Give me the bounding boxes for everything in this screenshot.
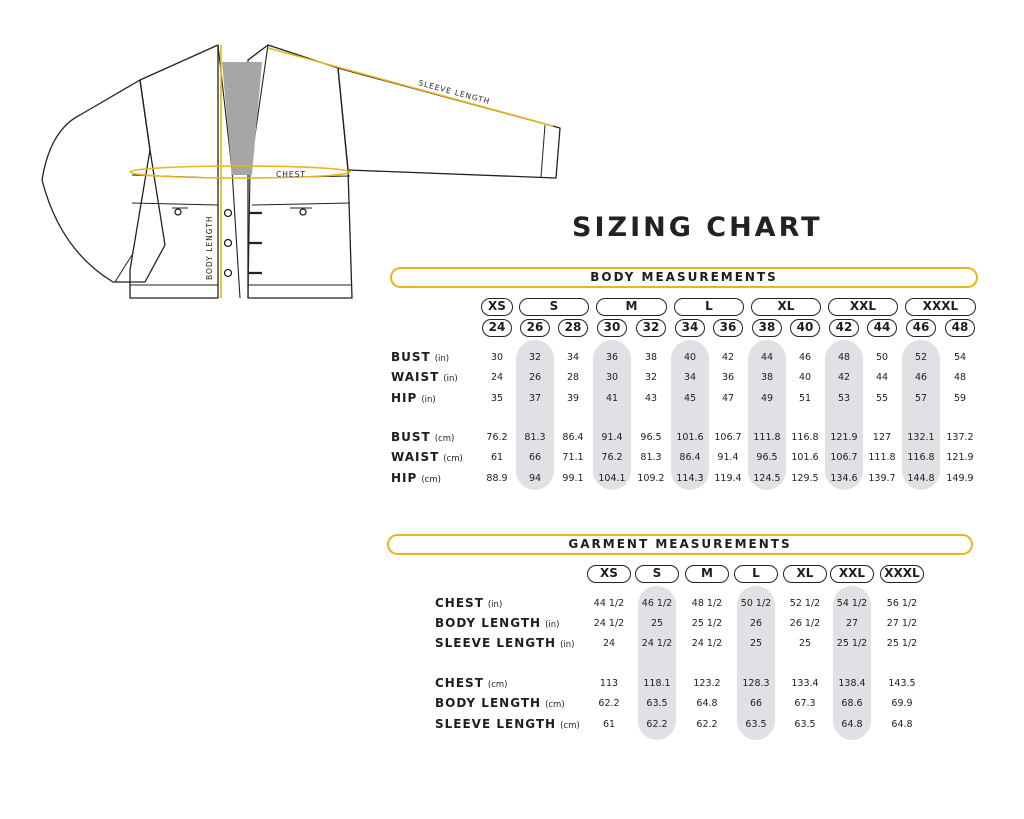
size-number: 48: [945, 319, 975, 337]
table-cell: 24 1/2: [691, 638, 723, 649]
table-cell: 53: [837, 393, 851, 404]
size-number: 42: [829, 319, 859, 337]
table-cell: 26: [528, 372, 542, 383]
table-cell: 38: [644, 352, 658, 363]
table-cell: 119.4: [714, 473, 742, 484]
table-cell: 64.8: [841, 719, 863, 730]
table-cell: 96.5: [640, 432, 662, 443]
table-cell: 42: [837, 372, 851, 383]
table-cell: 44 1/2: [593, 598, 625, 609]
table-cell: 66: [749, 698, 763, 709]
row-label: BODY LENGTH (cm): [435, 696, 565, 710]
table-cell: 37: [528, 393, 542, 404]
table-cell: 101.6: [676, 432, 704, 443]
size-column-highlight: [737, 586, 775, 740]
size-number: 40: [790, 319, 820, 337]
table-cell: 143.5: [888, 678, 916, 689]
table-cell: 86.4: [562, 432, 584, 443]
table-cell: 27 1/2: [886, 618, 918, 629]
size-number: 26: [520, 319, 550, 337]
table-cell: 39: [566, 393, 580, 404]
table-cell: 40: [798, 372, 812, 383]
table-cell: 50: [875, 352, 889, 363]
table-cell: 47: [721, 393, 735, 404]
pocket-button-icon: [175, 209, 181, 215]
table-cell: 45: [683, 393, 697, 404]
table-cell: 99.1: [562, 473, 584, 484]
right-waist-band: [252, 176, 350, 205]
table-cell: 24: [490, 372, 504, 383]
unit-label: (in): [560, 640, 575, 650]
table-cell: 38: [760, 372, 774, 383]
table-cell: 76.2: [486, 432, 508, 443]
table-cell: 32: [644, 372, 658, 383]
table-cell: 44: [875, 372, 889, 383]
table-cell: 50 1/2: [740, 598, 772, 609]
table-cell: 118.1: [643, 678, 671, 689]
table-cell: 116.8: [791, 432, 819, 443]
table-cell: 144.8: [907, 473, 935, 484]
unit-label: (cm): [487, 680, 508, 690]
table-cell: 48 1/2: [691, 598, 723, 609]
table-cell: 69.9: [891, 698, 913, 709]
table-cell: 64.8: [696, 698, 718, 709]
table-cell: 46: [914, 372, 928, 383]
table-cell: 26: [749, 618, 763, 629]
table-cell: 121.9: [830, 432, 858, 443]
unit-label: (in): [434, 354, 450, 364]
button-icon: [225, 240, 232, 247]
table-cell: 127: [872, 432, 892, 443]
row-label: CHEST (in): [435, 596, 503, 610]
table-cell: 24 1/2: [593, 618, 625, 629]
table-cell: 28: [566, 372, 580, 383]
table-cell: 139.7: [868, 473, 896, 484]
table-cell: 51: [798, 393, 812, 404]
table-cell: 132.1: [907, 432, 935, 443]
table-cell: 68.6: [841, 698, 863, 709]
unit-label: (cm): [545, 700, 565, 710]
table-cell: 113: [599, 678, 619, 689]
table-cell: 63.5: [745, 719, 767, 730]
size-group-label: M: [596, 298, 667, 316]
unit-label: (in): [487, 600, 503, 610]
table-cell: 36: [605, 352, 619, 363]
table-cell: 63.5: [646, 698, 668, 709]
table-cell: 63.5: [794, 719, 816, 730]
button-icon: [225, 270, 232, 277]
size-group-label: L: [674, 298, 744, 316]
size-number: 28: [558, 319, 588, 337]
pocket-button-icon: [300, 209, 306, 215]
row-label: BUST (in): [391, 350, 450, 364]
size-group-label: XXXL: [905, 298, 976, 316]
size-label: XS: [587, 565, 631, 583]
table-cell: 101.6: [791, 452, 819, 463]
size-label: XXL: [830, 565, 874, 583]
body-measurements-heading: BODY MEASUREMENTS: [590, 270, 778, 284]
table-cell: 88.9: [486, 473, 508, 484]
table-cell: 64.8: [891, 719, 913, 730]
size-label: XXXL: [880, 565, 924, 583]
size-number: 30: [597, 319, 627, 337]
table-cell: 40: [683, 352, 697, 363]
table-cell: 59: [953, 393, 967, 404]
table-cell: 91.4: [601, 432, 623, 443]
garment-measurements-heading: GARMENT MEASUREMENTS: [568, 537, 792, 551]
unit-label: (cm): [443, 454, 463, 464]
table-cell: 128.3: [742, 678, 770, 689]
size-group-label: XXL: [828, 298, 898, 316]
table-cell: 134.6: [830, 473, 858, 484]
table-cell: 25 1/2: [886, 638, 918, 649]
size-group-label: XL: [751, 298, 821, 316]
buttonhole-marks: [249, 213, 262, 273]
table-cell: 55: [875, 393, 889, 404]
table-cell: 56 1/2: [886, 598, 918, 609]
table-cell: 30: [605, 372, 619, 383]
table-cell: 25: [650, 618, 664, 629]
row-label: SLEEVE LENGTH (in): [435, 636, 575, 650]
sleeve-length-label: SLEEVE LENGTH: [417, 78, 492, 107]
table-cell: 104.1: [598, 473, 626, 484]
table-cell: 54: [953, 352, 967, 363]
table-cell: 61: [490, 452, 504, 463]
cardigan-illustration: [0, 0, 570, 310]
body-length-label: BODY LENGTH: [205, 215, 214, 280]
table-cell: 32: [528, 352, 542, 363]
table-cell: 61: [602, 719, 616, 730]
table-cell: 57: [914, 393, 928, 404]
table-cell: 138.4: [838, 678, 866, 689]
table-cell: 62.2: [696, 719, 718, 730]
size-number: 38: [752, 319, 782, 337]
table-cell: 62.2: [598, 698, 620, 709]
garment-measurements-banner: [387, 534, 973, 555]
table-cell: 42: [721, 352, 735, 363]
unit-label: (in): [421, 395, 436, 405]
table-cell: 52 1/2: [789, 598, 821, 609]
left-sleeve-outline: [42, 80, 165, 282]
button-icon: [225, 210, 232, 217]
page-title: SIZING CHART: [572, 212, 823, 243]
row-label: BODY LENGTH (in): [435, 616, 560, 630]
unit-label: (in): [545, 620, 560, 630]
table-cell: 114.3: [676, 473, 704, 484]
table-cell: 123.2: [693, 678, 721, 689]
size-number: 46: [906, 319, 936, 337]
table-cell: 116.8: [907, 452, 935, 463]
size-label: L: [734, 565, 778, 583]
table-cell: 71.1: [562, 452, 584, 463]
row-label: WAIST (cm): [391, 450, 463, 464]
row-label: SLEEVE LENGTH (cm): [435, 717, 580, 731]
size-label: XL: [783, 565, 827, 583]
row-label: HIP (in): [391, 391, 436, 405]
row-label: HIP (cm): [391, 471, 441, 485]
inner-back: [222, 62, 262, 175]
table-cell: 25 1/2: [836, 638, 868, 649]
unit-label: (in): [443, 374, 458, 384]
table-cell: 81.3: [640, 452, 662, 463]
unit-label: (cm): [421, 475, 441, 485]
table-cell: 81.3: [524, 432, 546, 443]
table-cell: 94: [528, 473, 542, 484]
table-cell: 129.5: [791, 473, 819, 484]
table-cell: 96.5: [756, 452, 778, 463]
size-column-highlight: [833, 586, 871, 740]
row-label: CHEST (cm): [435, 676, 508, 690]
table-cell: 49: [760, 393, 774, 404]
table-cell: 36: [721, 372, 735, 383]
table-cell: 48: [837, 352, 851, 363]
sleeve-length-line: [268, 48, 553, 126]
size-number: 32: [636, 319, 666, 337]
table-cell: 25: [798, 638, 812, 649]
table-cell: 30: [490, 352, 504, 363]
table-cell: 54 1/2: [836, 598, 868, 609]
size-group-label: XS: [481, 298, 513, 316]
table-cell: 25: [749, 638, 763, 649]
row-label: WAIST (in): [391, 370, 458, 384]
size-number: 34: [675, 319, 705, 337]
size-number: 24: [482, 319, 512, 337]
size-number: 36: [713, 319, 743, 337]
table-cell: 34: [566, 352, 580, 363]
right-cuff-line: [541, 125, 545, 177]
table-cell: 34: [683, 372, 697, 383]
chest-label: CHEST: [276, 170, 306, 179]
table-cell: 111.8: [868, 452, 896, 463]
table-cell: 76.2: [601, 452, 623, 463]
table-cell: 121.9: [946, 452, 974, 463]
row-label: BUST (cm): [391, 430, 455, 444]
table-cell: 86.4: [679, 452, 701, 463]
table-cell: 35: [490, 393, 504, 404]
table-cell: 25 1/2: [691, 618, 723, 629]
table-cell: 52: [914, 352, 928, 363]
table-cell: 137.2: [946, 432, 974, 443]
right-sleeve-outline: [338, 68, 560, 178]
table-cell: 67.3: [794, 698, 816, 709]
table-cell: 62.2: [646, 719, 668, 730]
size-number: 44: [867, 319, 897, 337]
unit-label: (cm): [560, 721, 580, 731]
table-cell: 27: [845, 618, 859, 629]
size-column-highlight: [638, 586, 676, 740]
table-cell: 24: [602, 638, 616, 649]
table-cell: 149.9: [946, 473, 974, 484]
table-cell: 66: [528, 452, 542, 463]
size-label: S: [635, 565, 679, 583]
table-cell: 26 1/2: [789, 618, 821, 629]
table-cell: 46: [798, 352, 812, 363]
table-cell: 106.7: [830, 452, 858, 463]
table-cell: 43: [644, 393, 658, 404]
body-measurements-banner: [390, 267, 978, 288]
table-cell: 24 1/2: [641, 638, 673, 649]
table-cell: 91.4: [717, 452, 739, 463]
table-cell: 48: [953, 372, 967, 383]
unit-label: (cm): [434, 434, 455, 444]
size-group-label: S: [519, 298, 589, 316]
table-cell: 109.2: [637, 473, 665, 484]
table-cell: 133.4: [791, 678, 819, 689]
table-cell: 44: [760, 352, 774, 363]
size-label: M: [685, 565, 729, 583]
table-cell: 111.8: [753, 432, 781, 443]
table-cell: 46 1/2: [641, 598, 673, 609]
table-cell: 124.5: [753, 473, 781, 484]
table-cell: 41: [605, 393, 619, 404]
table-cell: 106.7: [714, 432, 742, 443]
